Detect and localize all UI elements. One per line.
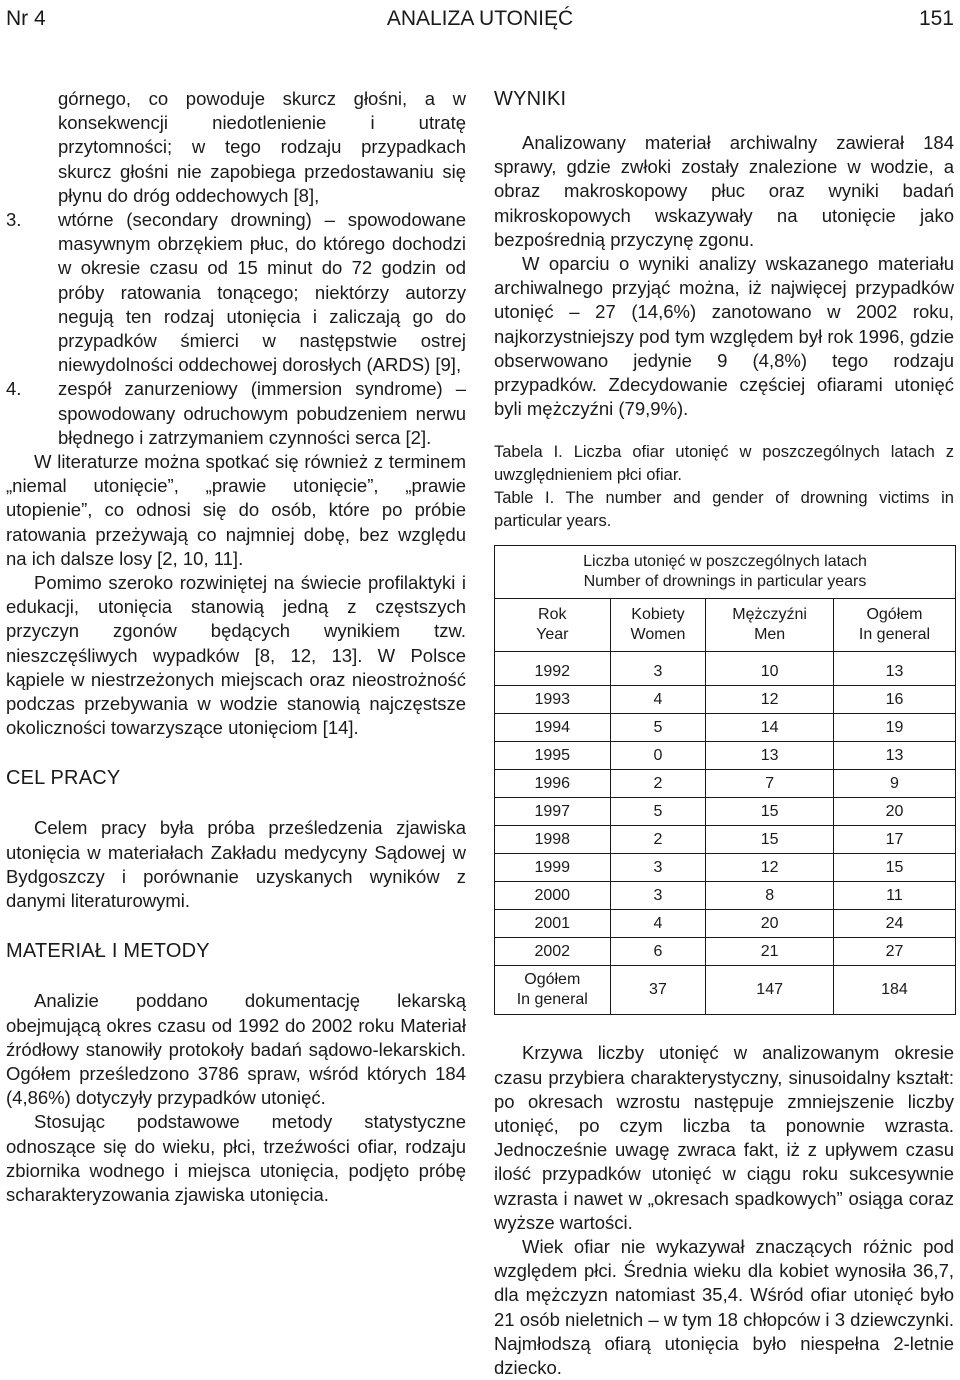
list-item-text: zespół zanurzeniowy (immersion syndrome) – spowodowany odruchowym pobudzeniem nerwu błędnego i zatrzymaniem czynności serca [2]. (58, 378, 466, 448)
list-item-continuation (6, 87, 466, 208)
table-cell: 27 (833, 938, 955, 966)
table-cell: 19 (833, 714, 955, 742)
table-title (495, 546, 956, 599)
table-cell: 2001 (495, 910, 611, 938)
section-heading-cel: CEL PRACY (6, 767, 121, 790)
table-cell: 24 (833, 910, 955, 938)
col-header-women: Kobiety Women (610, 599, 706, 652)
col-header-men: Mężczyźni Men (706, 599, 834, 652)
table-row (495, 798, 956, 826)
col-header-total: Ogółem In general (833, 599, 955, 652)
table-cell: 4 (610, 686, 706, 714)
drowning-types-list (6, 87, 466, 450)
table-caption-pl: Tabela I. Liczba ofiar utonięć w poszczególnych latach z uwzględnieniem płci ofiar. (494, 443, 954, 485)
table-cell: 13 (706, 742, 834, 770)
table-cell: 1994 (495, 714, 611, 742)
paragraph-results-2: W oparciu o wyniki analizy wskazanego materiału archiwalnego przyjąć można, iż najwięcej przypadków utonięć – 27 (14,6%) zanotowano w 2002 roku, najkorzystniejszy pod tym względem był rok 1996, gdzie obserwowano jedynie 9 (4,8%) tego rodzaju przypadków. Zdecydowanie częściej ofiarami utonięć byli mężczyźni (79,9%). (494, 253, 954, 420)
table-cell: 14 (706, 714, 834, 742)
left-column (6, 87, 466, 1207)
table-cell: 15 (706, 798, 834, 826)
paragraph-terminology: W literaturze można spotkać się również z terminem „niemal utonięcie”, „prawie utonięcie”, „prawie utopienie”, co odnosi się do osób, które po próbie ratowania przeżywają co najmniej dobę, bez względu na ich dalsze losy [2, 10, 11]. (6, 451, 466, 569)
table-cell: 4 (610, 910, 706, 938)
table-cell: 10 (706, 652, 834, 686)
paragraph-results-1: Analizowany materiał archiwalny zawierał 184 sprawy, gdzie zwłoki zostały znalezione w wodzie, a obraz makroskopowy płuc oraz wyniki badań mikroskopowych wskazywały na utonięcie jako bezpośrednią przyczynę zgonu. (494, 132, 954, 250)
table-cell: 7 (706, 770, 834, 798)
table-cell: 9 (833, 770, 955, 798)
table-row (495, 854, 956, 882)
table-title-pl: Liczba utonięć w poszczególnych latach (583, 553, 867, 571)
paragraph-prevention: Pomimo szeroko rozwiniętej na świecie profilaktyki i edukacji, utonięcia stanowią jedną z częstszych przyczyn zgonów będących wynikiem tzw. nieszczęśliwych wypadków [8, 12, 13]. W Polsce kąpiele w niestrzeżonych miejscach oraz nieostrożność podczas przebywania w wodzie stanowią najczęstsze okoliczności towarzyszące utonięciom [14]. (6, 572, 466, 739)
running-title: ANALIZA UTONIĘĆ (386, 7, 574, 30)
table-cell: 5 (610, 714, 706, 742)
page-number: 151 (918, 7, 954, 30)
table-cell: 13 (833, 742, 955, 770)
table-row (495, 910, 956, 938)
table-body (495, 652, 956, 966)
right-column (494, 87, 954, 1380)
table-cell: 21 (706, 938, 834, 966)
total-men: 147 (706, 966, 834, 1015)
issue-number: Nr 4 (6, 7, 46, 30)
table-cell: 6 (610, 938, 706, 966)
table-cell: 15 (706, 826, 834, 854)
paragraph-material-1: Analizie poddano dokumentację lekarską obejmującą okres czasu od 1992 do 2002 roku Materiał źródłowy stanowiły protokoły badań sądowo-lekarskich. Ogółem prześledzono 3786 spraw, wśród których 184 (4,86%) dotyczyły przypadków utonięć. (6, 990, 466, 1109)
list-item-text: wtórne (secondary drowning) – spowodowane masywnym obrzękiem płuc, do którego dochodzi w okresie czasu od 15 minut do 72 godzin od próby ratowania tonącego; niektórzy autorzy negują ten rodzaj utonięcia i zaliczają go do przypadków śmierci w następstwie ostrej niewydolności oddechowej dorosłych (ARDS) [9], (58, 209, 466, 376)
list-item-secondary-drowning (6, 208, 466, 377)
table-row (495, 826, 956, 854)
page-header (6, 2, 954, 36)
table-cell: 1992 (495, 652, 611, 686)
table-cell: 2 (610, 770, 706, 798)
section-heading-wyniki: WYNIKI (494, 88, 567, 110)
table-cell: 2 (610, 826, 706, 854)
table-cell: 3 (610, 854, 706, 882)
table-row (495, 882, 956, 910)
table-title-en: Number of drownings in particular years (583, 573, 867, 591)
drownings-table (494, 545, 956, 1015)
table-cell: 20 (833, 798, 955, 826)
table-cell: 1993 (495, 686, 611, 714)
paragraph-results-3: Krzywa liczby utonięć w analizowanym okresie czasu przybiera charakterystyczny, sinusoidalny kształt: po okresach wzrostu następuje zmniejszenie liczby utonięć, po czym liczba ta ponownie wzrasta. Jednocześnie uwagę zwraca fakt, iż z upływem czasu ilość przypadków utonięć w ciągu roku sukcesywnie wzrasta i nawet w „okresach spadkowych” osiąga coraz wyższe wartości. (494, 1042, 954, 1233)
table-caption-en: Table I. The number and gender of drowning victims in particular years. (494, 489, 954, 531)
table-header-row (495, 599, 956, 652)
total-all: 184 (833, 966, 955, 1015)
table-total-row (495, 966, 956, 1015)
table-cell: 16 (833, 686, 955, 714)
table-cell: 3 (610, 882, 706, 910)
table-row (495, 770, 956, 798)
table-row (495, 742, 956, 770)
table-cell: 1995 (495, 742, 611, 770)
paragraph-cel: Celem pracy była próba prześledzenia zjawiska utonięcia w materiałach Zakładu medycyny Sądowej w Bydgoszczy i porównanie uzyskanych wyników z danymi literaturowymi. (6, 817, 466, 912)
table-row (495, 686, 956, 714)
list-number: 4. (6, 378, 22, 400)
section-heading-material: MATERIAŁ I METODY (6, 940, 210, 963)
table-cell: 12 (706, 854, 834, 882)
table-cell: 1998 (495, 826, 611, 854)
table-cell: 1999 (495, 854, 611, 882)
list-item-immersion-syndrome (6, 377, 466, 450)
table-cell: 2002 (495, 938, 611, 966)
table-cell: 3 (610, 652, 706, 686)
col-header-year: Rok Year (495, 599, 611, 652)
table-row (495, 652, 956, 686)
table-cell: 11 (833, 882, 955, 910)
paragraph-material-2: Stosując podstawowe metody statystyczne odnoszące się do wieku, płci, trzeźwości ofiar, rodzaju zbiornika wodnego i miejsca utonięcia, podjęto próbę scharakteryzowania zjawiska utonięcia. (6, 1111, 466, 1205)
table-cell: 13 (833, 652, 955, 686)
total-label: Ogółem In general (495, 966, 611, 1015)
table-cell: 8 (706, 882, 834, 910)
table-cell: 15 (833, 854, 955, 882)
table-cell: 1996 (495, 770, 611, 798)
table-cell: 17 (833, 826, 955, 854)
table-row (495, 938, 956, 966)
table-row (495, 714, 956, 742)
table-cell: 5 (610, 798, 706, 826)
paragraph-results-4: Wiek ofiar nie wykazywał znaczących różnic pod względem płci. Średnia wieku dla kobiet wynosiła 36,7, dla mężczyzn natomiast 35,4. Wśród ofiar utonięć było 21 osób nieletnich – w tym 18 chłopców i 3 dziewczynki. Najmłodszą ofiarą utonięcia było niespełna 2-letnie dziecko. (494, 1236, 954, 1379)
total-women: 37 (610, 966, 706, 1015)
table-cell: 12 (706, 686, 834, 714)
table-cell: 20 (706, 910, 834, 938)
table-cell: 2000 (495, 882, 611, 910)
list-number: 3. (6, 209, 22, 231)
list-item-text: górnego, co powoduje skurcz głośni, a w konsekwencji niedotlenienie i utratę przytomności; w tego rodzaju przypadkach skurcz głośni nie zapobiega przedostawaniu się płynu do dróg oddechowych [8], (58, 88, 466, 206)
table-cell: 0 (610, 742, 706, 770)
table-cell: 1997 (495, 798, 611, 826)
